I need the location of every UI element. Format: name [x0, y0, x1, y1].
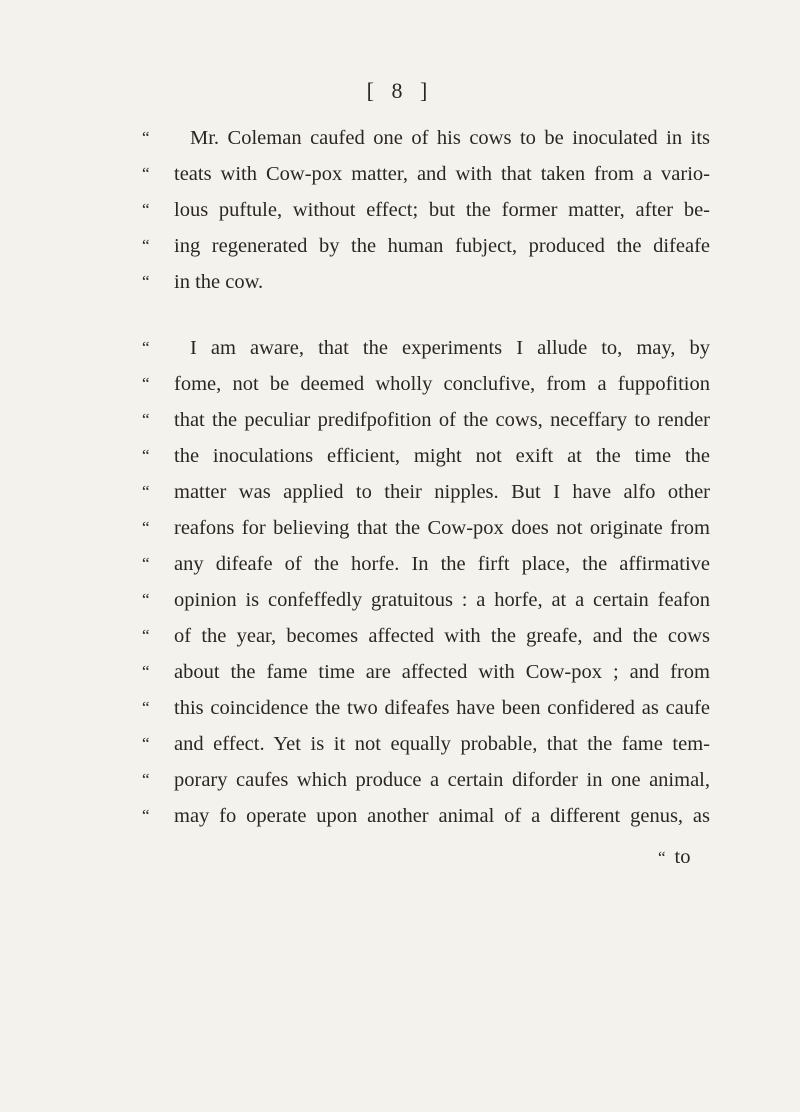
- line-text: the inoculations efficient, might not exift at the time the: [174, 445, 710, 467]
- line-text: reafons for believing that the Cow-pox does not originate from: [174, 517, 710, 539]
- line-text: Mr. Coleman caufed one of his cows to be inoculated in its: [190, 127, 710, 149]
- line-text: fome, not be deemed wholly conclufive, from a fuppofition: [174, 373, 710, 395]
- quote-mark: “: [142, 590, 151, 609]
- quote-mark: “: [142, 374, 151, 393]
- line-text: any difeafe of the horfe. In the firft place, the affirmative: [174, 553, 710, 575]
- text-line: [0, 799, 800, 833]
- text-line: [0, 619, 800, 653]
- quote-mark: “: [142, 338, 151, 357]
- quote-mark: “: [142, 164, 151, 183]
- quote-mark: “: [142, 128, 151, 147]
- quote-mark: “: [142, 734, 151, 753]
- text-line: [0, 547, 800, 581]
- line-text: in the cow.: [174, 271, 264, 293]
- line-text: that the peculiar predifpofition of the cows, neceffary to render: [174, 409, 710, 431]
- text-line: [0, 763, 800, 797]
- catchword: [658, 840, 691, 875]
- quote-mark: “: [142, 446, 151, 465]
- line-text: opinion is confeffedly gratuitous : a horfe, at a certain feafon: [174, 589, 710, 611]
- quote-mark: “: [142, 410, 151, 429]
- text-line: [0, 157, 800, 191]
- line-text: matter was applied to their nipples. But I have alfo other: [174, 481, 710, 503]
- text-line: [0, 193, 800, 227]
- quote-mark: “: [142, 806, 151, 825]
- quote-mark: “: [142, 200, 151, 219]
- text-line: [0, 691, 800, 725]
- text-line: [0, 331, 800, 365]
- quote-mark: “: [142, 482, 151, 501]
- text-line: [0, 511, 800, 545]
- line-text: ing regenerated by the human fubject, produced the difeafe: [174, 235, 710, 257]
- line-text: I am aware, that the experiments I allude to, may, by: [190, 337, 710, 359]
- quote-mark: “: [658, 848, 667, 867]
- catchword-text: to: [674, 846, 691, 868]
- quote-mark: “: [142, 554, 151, 573]
- text-line: [0, 403, 800, 437]
- text-line: [0, 727, 800, 761]
- quote-mark: “: [142, 518, 151, 537]
- quote-mark: “: [142, 770, 151, 789]
- text-line: [0, 121, 800, 155]
- text-line: [0, 265, 800, 299]
- text-line: [0, 475, 800, 509]
- page-number: [ 8 ]: [366, 78, 434, 103]
- quote-mark: “: [142, 272, 151, 291]
- line-text: lous puftule, without effect; but the former matter, after be-: [174, 199, 710, 221]
- quote-mark: “: [142, 626, 151, 645]
- line-text: teats with Cow-pox matter, and with that taken from a vario-: [174, 163, 710, 185]
- text-line: [0, 583, 800, 617]
- text-line: [0, 655, 800, 689]
- line-text: may fo operate upon another animal of a different genus, as: [174, 805, 710, 827]
- text-line: [0, 439, 800, 473]
- quote-mark: “: [142, 236, 151, 255]
- quote-mark: “: [142, 698, 151, 717]
- line-text: this coincidence the two difeafes have been confidered as caufe: [174, 697, 710, 719]
- line-text: porary caufes which produce a certain diforder in one animal,: [174, 769, 710, 791]
- text-line: [0, 367, 800, 401]
- text-line: [0, 229, 800, 263]
- line-text: of the year, becomes affected with the greafe, and the cows: [174, 625, 710, 647]
- quote-mark: “: [142, 662, 151, 681]
- line-text: and effect. Yet is it not equally probable, that the fame tem-: [174, 733, 710, 755]
- line-text: about the fame time are affected with Cow-pox ; and from: [174, 661, 710, 683]
